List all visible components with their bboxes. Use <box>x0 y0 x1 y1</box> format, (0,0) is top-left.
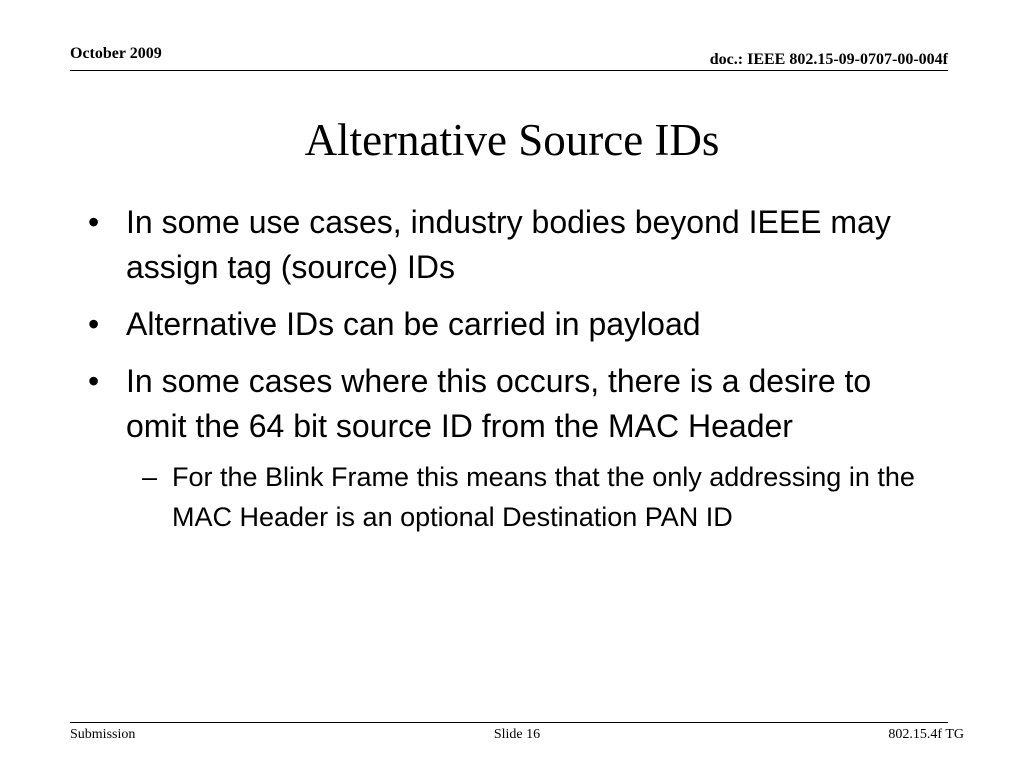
header-date: October 2009 <box>70 45 162 62</box>
footer-submission: Submission <box>70 727 136 742</box>
header-doc-id: doc.: IEEE 802.15-09-0707-00-004f <box>709 51 948 68</box>
bullet-item <box>86 200 926 290</box>
bullet-marker: • <box>88 306 100 342</box>
sub-bullet-item <box>142 457 926 537</box>
footer-divider <box>70 722 948 723</box>
slide-body <box>86 200 926 537</box>
sub-bullet-marker: – <box>142 462 158 492</box>
bullet-item <box>86 302 926 347</box>
bullet-text: Alternative IDs can be carried in payload <box>126 306 701 342</box>
slide-title: Alternative Source IDs <box>304 115 720 165</box>
bullet-text: In some cases where this occurs, there is a desire to omit the 64 bit source ID from the MAC Header <box>126 363 872 444</box>
bullet-marker: • <box>88 363 100 399</box>
bullet-text: In some use cases, industry bodies beyond IEEE may assign tag (source) IDs <box>126 204 891 285</box>
footer-slide-number: Slide 16 <box>493 727 541 742</box>
bullet-item <box>86 359 926 449</box>
sub-bullet-text: For the Blink Frame this means that the only addressing in the MAC Header is an optional Destination PAN ID <box>172 462 915 532</box>
footer-group: 802.15.4f TG <box>888 727 964 742</box>
header-divider <box>70 70 948 71</box>
bullet-marker: • <box>88 204 100 240</box>
